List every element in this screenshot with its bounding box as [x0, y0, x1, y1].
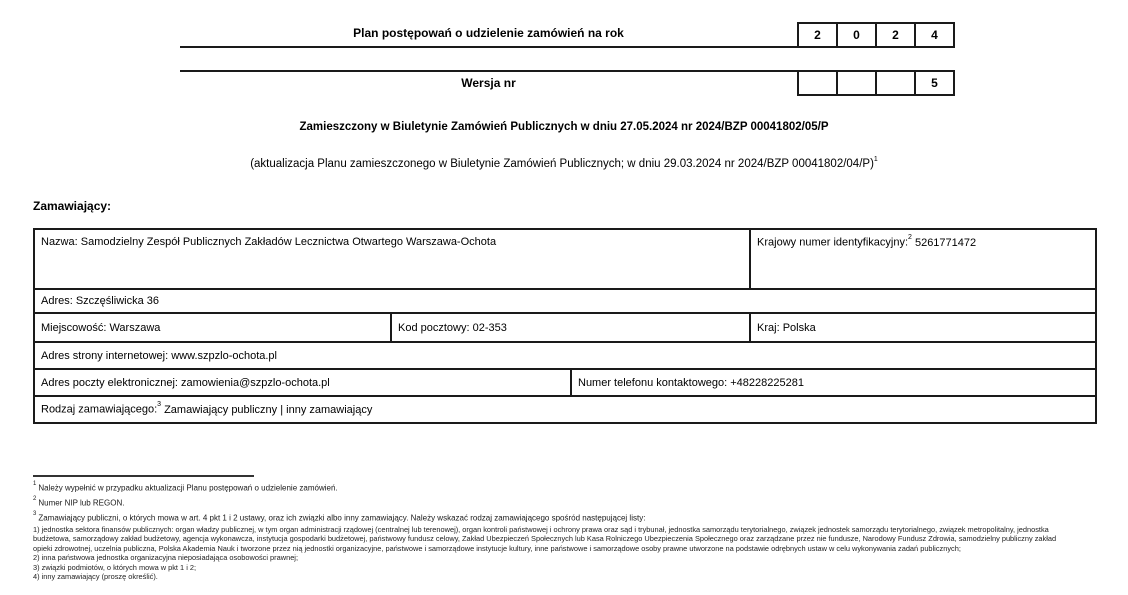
email-cell: Adres poczty elektronicznej: zamowienia@szpzlo-ochota.pl: [34, 369, 571, 396]
phone-cell: Numer telefonu kontaktowego: +48228225281: [571, 369, 1096, 396]
footnote-1-text: Należy wypełnić w przypadku aktualizacji Planu postępowań o udzielenie zamówień.: [38, 483, 338, 493]
city-cell: Miejscowość: Warszawa: [34, 313, 391, 342]
table-row-city: [34, 313, 1096, 342]
version-digit-cell: [875, 70, 916, 96]
footnote-rule: [33, 475, 254, 477]
footnote-2-marker: 2: [33, 496, 37, 502]
footnote-3: [33, 513, 1103, 523]
publication-line-2-text: (aktualizacja Planu zamieszczonego w Biuletynie Zamówień Publicznych; w dniu 29.03.2024 nr 2024/BZP 00041802/04/P): [250, 157, 874, 170]
footnote-1: [33, 483, 1103, 493]
national-id-label: Krajowy numer identyfikacyjny:: [757, 236, 909, 249]
year-box-row: [797, 22, 955, 48]
version-digit-cell: 5: [914, 70, 955, 96]
footnote-list-line: budżetowa, samorządowy zakład budżetowy, agencja wykonawcza, instytucja gospodarki budżetowej, państwowy fundusz celowy, Zakład Ubezpieczeń Społecznych lub Kasa Rolniczego Ubezpieczenia Społecznego oraz zarządzane przez nie fundusze, Narodowy Fundusz Zdrowia, samodzielny publiczny zakład: [33, 534, 1057, 544]
authority-type-cell: [34, 396, 1096, 423]
footnote-list: [33, 525, 1123, 581]
table-row-email-phone: [34, 369, 1096, 396]
footnote-2: [33, 498, 1103, 508]
website-cell: Adres strony internetowej: www.szpzlo-ochota.pl: [34, 342, 1096, 369]
plan-title-rule: [180, 46, 799, 48]
national-id-footnote-ref: 2: [908, 234, 912, 241]
name-cell: Nazwa: Samodzielny Zespół Publicznych Zakładów Lecznictwa Otwartego Warszawa-Ochota: [34, 229, 750, 289]
plan-title: Plan postępowań o udzielenie zamówień na rok: [353, 26, 624, 40]
address-cell: Adres: Szczęśliwicka 36: [34, 289, 1096, 313]
authority-type-footnote-ref: 3: [157, 401, 162, 409]
authority-type-label: Rodzaj zamawiającego:: [41, 403, 158, 416]
publication-line-1: Zamieszczony w Biuletynie Zamówień Publicznych w dniu 27.05.2024 nr 2024/BZP 00041802/05/P: [299, 121, 829, 133]
version-label: Wersja nr: [461, 76, 516, 90]
national-id-value: 5261771472: [914, 236, 977, 249]
table-row-address: [34, 289, 1096, 313]
table-row-authority-type: [34, 396, 1096, 423]
section-label-zamawiajacy: Zamawiający:: [33, 199, 112, 213]
footnote-list-line: 3) związki podmiotów, o których mowa w pkt 1 i 2;: [33, 562, 197, 572]
national-id-cell: [750, 229, 1096, 289]
table-row-name: [34, 229, 1096, 289]
publication-line-2-footnote-ref: 1: [873, 156, 878, 163]
footnote-list-line: 2) inna państwowa jednostka organizacyjna nieposiadająca osobowości prawnej;: [33, 553, 298, 563]
year-digit-cell: 2: [797, 22, 838, 48]
country-cell: Kraj: Polska: [750, 313, 1096, 342]
authority-table: [33, 228, 1097, 424]
footnote-3-text: Zamawiający publiczni, o których mowa w art. 4 pkt 1 i 2 ustawy, oraz ich związki albo inny zamawiający. Należy wskazać rodzaj zamawiającego spośród następującej listy:: [38, 513, 646, 523]
version-digit-cell: [797, 70, 838, 96]
year-digit-cell: 0: [836, 22, 877, 48]
footnote-list-line: opieki zdrowotnej, uczelnia publiczna, Polska Akademia Nauk i tworzone przez nią jednostki organizacyjne, państwowe i samorządowe instytucje kultury, inne państwowe i samorządowe osoby prawne utworzone na podstawie odrębnych ustaw w celu wykonywania zadań publicznych;: [33, 543, 961, 553]
year-digit-cell: 2: [875, 22, 916, 48]
authority-type-value: Zamawiający publiczny | inny zamawiający: [164, 403, 373, 416]
footnote-list-line: 4) inny zamawiający (proszę określić).: [33, 572, 158, 582]
publication-line-2: [0, 157, 1128, 170]
footnote-2-text: Numer NIP lub REGON.: [38, 498, 125, 508]
footnote-1-marker: 1: [33, 481, 37, 487]
table-row-website: [34, 342, 1096, 369]
footnote-list-line: 1) jednostka sektora finansów publicznych: organ władzy publicznej, w tym organ administracji rządowej (centralnej lub terenowej), organ kontroli państwowej i ochrony prawa oraz sąd i trybunał, jednostka samorządu terytorialnego, związek jednostek samorządu terytorialnego, związek metropolitalny, jednostka: [33, 525, 1049, 534]
version-digit-cell: [836, 70, 877, 96]
version-box-row: [797, 70, 955, 96]
version-rule: [180, 70, 799, 72]
year-digit-cell: 4: [914, 22, 955, 48]
footnote-3-marker: 3: [33, 511, 37, 517]
postal-code-cell: Kod pocztowy: 02-353: [391, 313, 750, 342]
